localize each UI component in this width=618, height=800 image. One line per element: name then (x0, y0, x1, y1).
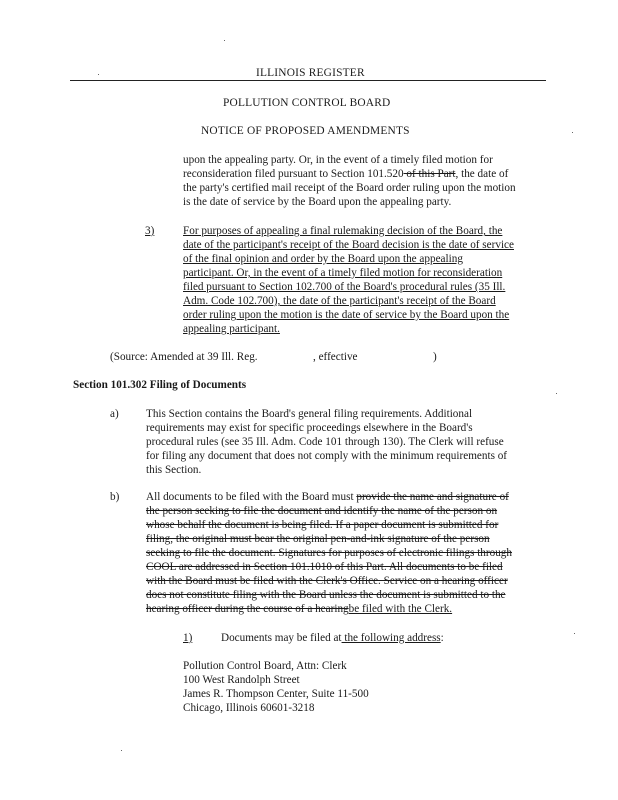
item-b-line-1 (146, 490, 509, 504)
item-a-line: requirements may exist for specific proceedings elsewhere in the Board's (146, 422, 473, 434)
continuation-line-2-c: , the date of (455, 168, 509, 180)
address-line: James R. Thompson Center, Suite 11-500 (183, 688, 369, 700)
continuation-line-2 (183, 167, 508, 181)
item-b-strike-line: COOL are addressed in Section 101.1010 of this Part. All documents to be filed (146, 561, 503, 573)
scan-speck (121, 750, 122, 751)
scan-speck (572, 132, 573, 133)
item-a-line: This Section contains the Board's general filing requirements. Additional (146, 408, 473, 420)
item-3-line: For purposes of appealing a final rulemaking decision of the Board, the (183, 225, 503, 237)
scan-speck (224, 40, 225, 41)
scan-speck (98, 74, 99, 75)
item-b-strike-line: does not constitute filing with the Board unless the document is submitted to the (146, 589, 506, 601)
item-3-number: 3) (145, 225, 155, 237)
item-a-line: for filing any document that does not comply with the minimum requirements of (146, 450, 508, 462)
item-b-line-1-a: All documents to be filed with the Board must (146, 491, 357, 503)
item-b-strike-line: seeking to file the document. Signatures for purposes of electronic filings through (146, 547, 512, 559)
item-b-strike-line: with the Board must be filed with the Clerk's Office. Service on a hearing officer (146, 575, 508, 587)
item-b1-text (221, 631, 444, 645)
continuation-line-1: upon the appealing party. Or, in the event of a timely filed motion for (183, 154, 493, 166)
item-b-line-9-insert: be filed with the Clerk. (348, 603, 453, 615)
item-b-strike-line: whose behalf the document is being filed. If a paper document is submitted for (146, 519, 499, 531)
item-3-line: date of the participant's receipt of the Board decision is the date of service (183, 239, 514, 251)
item-3-line: filed pursuant to Section 102.700 of the Board's procedural rules (35 Ill. (183, 281, 506, 293)
scan-speck (574, 633, 575, 634)
notice-title: NOTICE OF PROPOSED AMENDMENTS (201, 125, 410, 137)
register-title: ILLINOIS REGISTER (256, 67, 365, 79)
item-3-line: appealing participant. (183, 323, 280, 335)
item-b-strike-line: filing, the original must bear the original pen-and-ink signature of the person (146, 533, 490, 545)
item-3-line: participant. Or, in the event of a timely filed motion for reconsideration (183, 267, 503, 279)
continuation-strike: of this Part (403, 168, 456, 180)
item-b-line-9-strike: hearing officer during the course of a hearing (146, 603, 349, 615)
item-a-line: this Section. (146, 464, 202, 476)
continuation-line-2-a: reconsideration filed pursuant to Section 101.520 (183, 168, 404, 180)
item-b1-text-insert: the following address (341, 632, 441, 644)
board-title: POLLUTION CONTROL BOARD (223, 97, 391, 109)
item-3-line: order ruling upon the motion is the date of service by the Board upon the (183, 309, 510, 321)
item-3-line: of the final opinion and order by the Board upon the appealing (183, 253, 463, 265)
section-heading: Section 101.302 Filing of Documents (73, 379, 247, 391)
item-b1-text-c: : (440, 632, 444, 644)
source-note-prefix: (Source: Amended at 39 Ill. Reg. (110, 351, 258, 363)
item-a-label: a) (110, 408, 119, 420)
source-note-close: ) (433, 351, 437, 363)
address-line: Pollution Control Board, Attn: Clerk (183, 660, 347, 672)
item-a-line: procedural rules (see 35 Ill. Adm. Code 101 through 130). The Clerk will refuse (146, 436, 504, 448)
item-3-line: Adm. Code 102.700), the date of the participant's receipt of the Board (183, 295, 496, 307)
item-b-strike-line: the person seeking to file the document and identify the name of the person on (146, 505, 498, 517)
item-b-line-9 (146, 602, 452, 616)
scan-speck (556, 393, 557, 394)
continuation-line-3: the party's certified mail receipt of the Board order ruling upon the motion (183, 182, 516, 194)
item-b-line-1-strike: provide the name and signature of (356, 491, 509, 503)
item-b1-label: 1) (183, 632, 193, 644)
item-b1-text-a: Documents may be filed at (221, 632, 342, 644)
address-line: Chicago, Illinois 60601-3218 (183, 702, 315, 714)
header-rule (70, 80, 546, 81)
continuation-line-4: is the date of service by the Board upon the appealing party. (183, 196, 452, 208)
address-line: 100 West Randolph Street (183, 674, 300, 686)
source-note-effective: , effective (313, 351, 358, 363)
item-b-label: b) (110, 491, 120, 503)
